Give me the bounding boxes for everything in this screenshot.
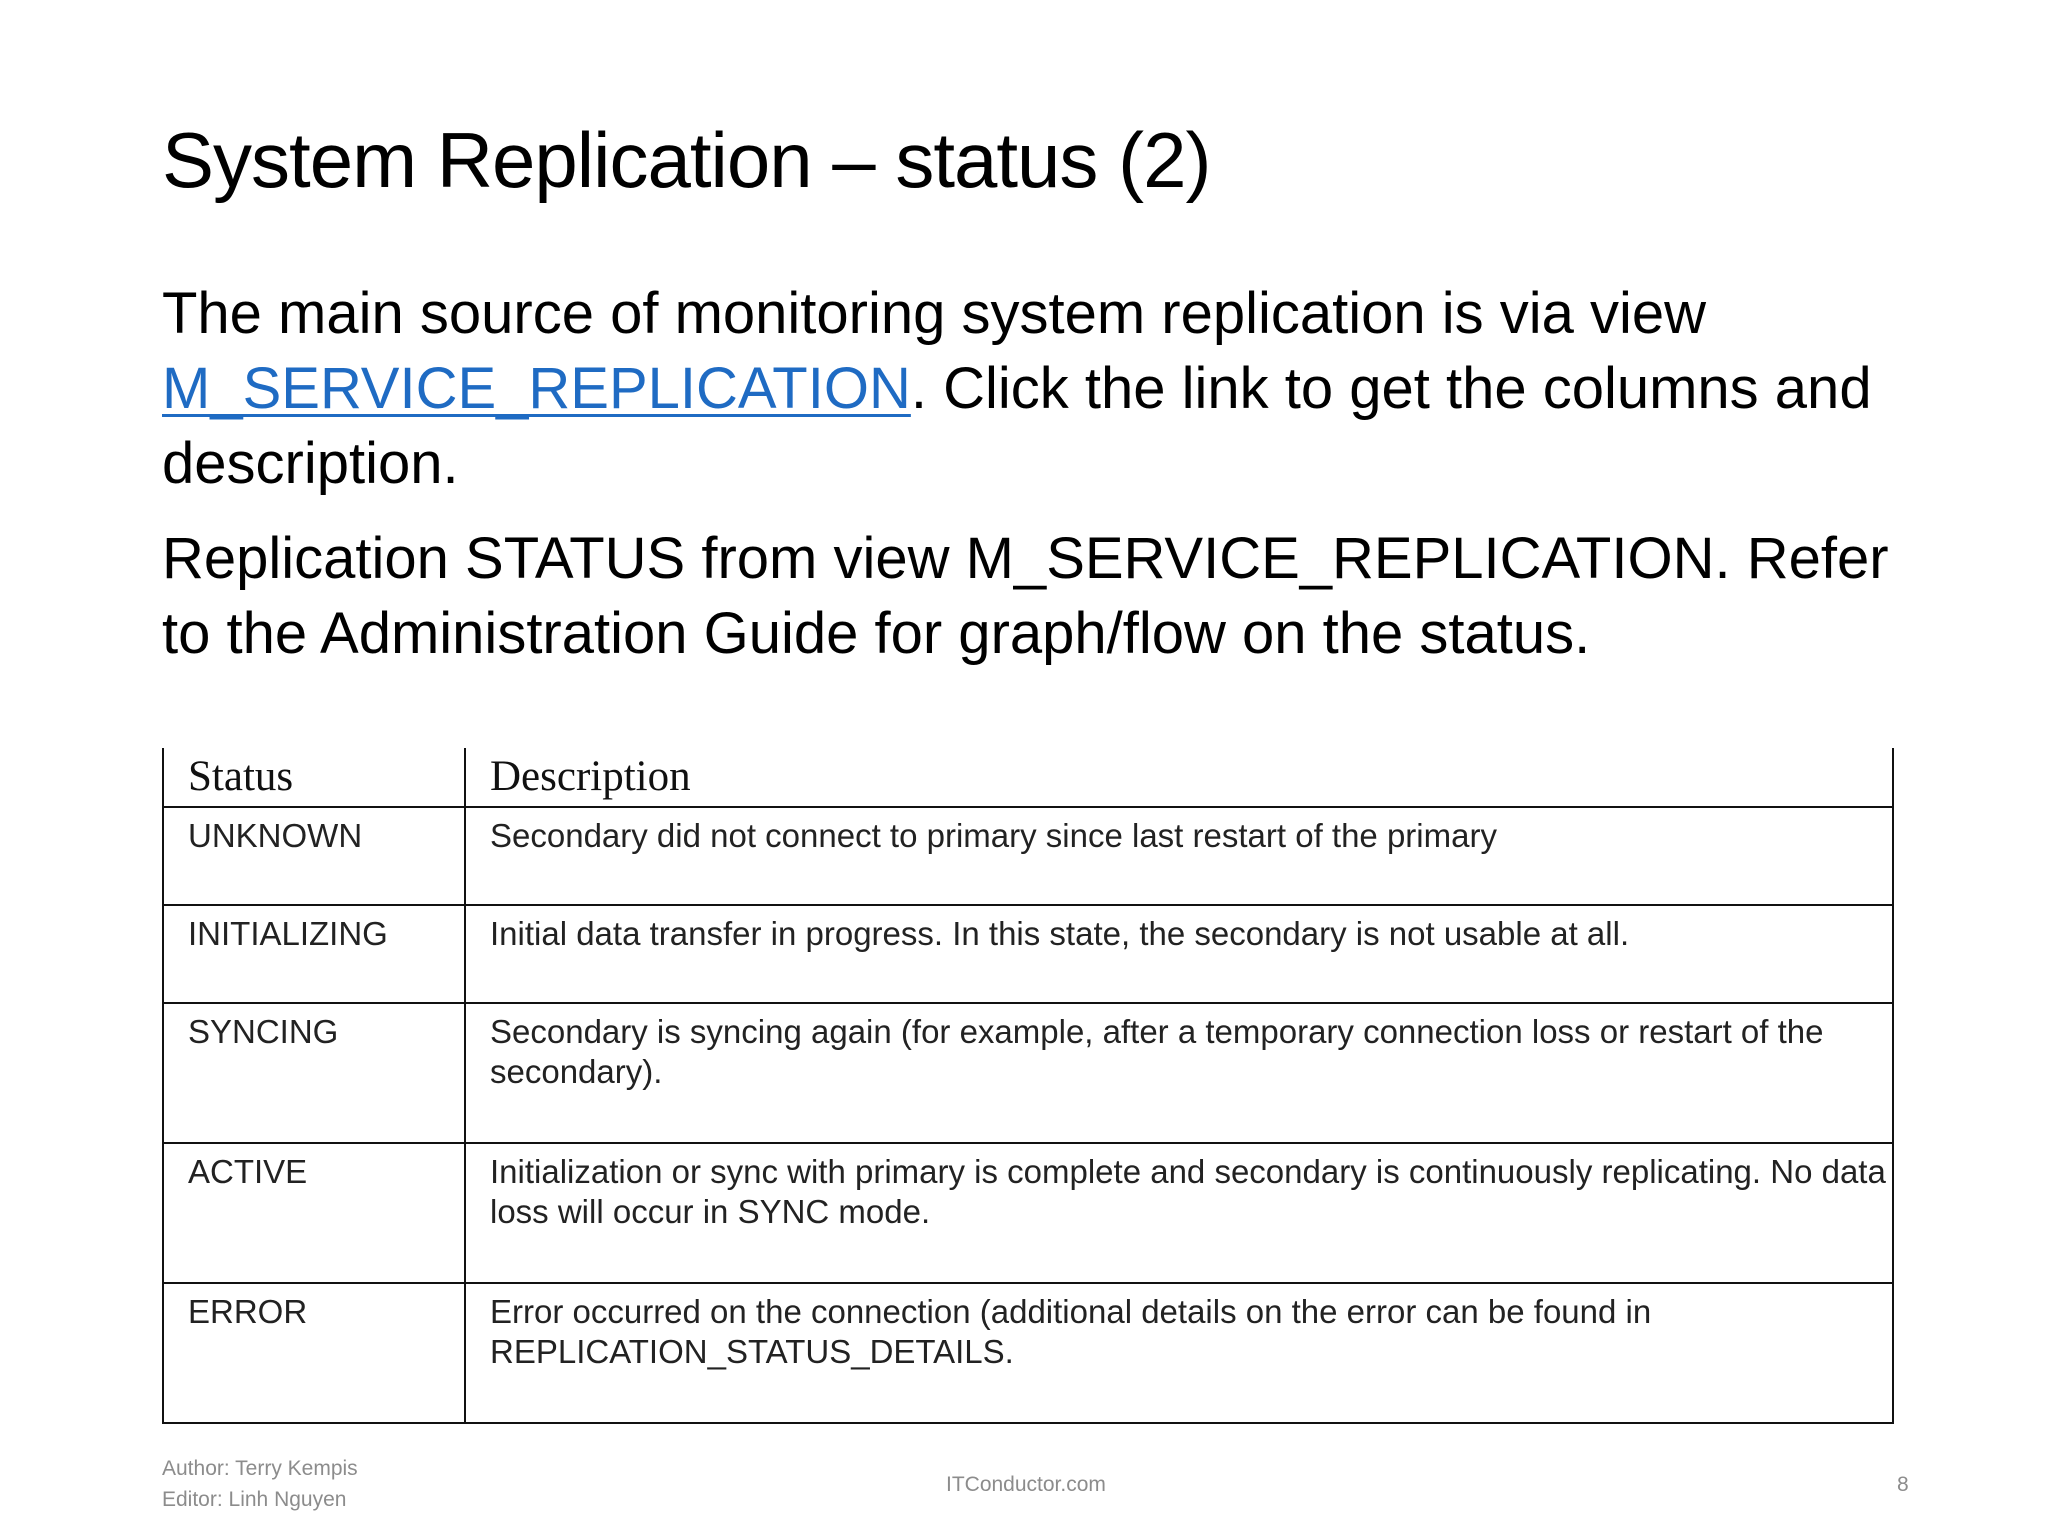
- paragraph-1-text: The main source of monitoring system replication is via view: [162, 281, 1707, 346]
- footer-credits: [162, 1453, 358, 1515]
- table-row: [163, 1283, 1893, 1423]
- footer-author: Author: Terry Kempis: [162, 1457, 358, 1480]
- paragraph-1-text-end: . Click the link to get the columns and description.: [162, 356, 1872, 496]
- slide-body: [162, 276, 1922, 691]
- table-header-row: [163, 748, 1893, 807]
- description-cell: Error occurred on the connection (additional details on the error can be found in REPLICATION_STATUS_DETAILS.: [465, 1283, 1893, 1423]
- table-row: [163, 807, 1893, 905]
- description-cell: Initial data transfer in progress. In this state, the secondary is not usable at all.: [465, 905, 1893, 1003]
- table-row: [163, 905, 1893, 1003]
- paragraph-replication-status: Replication STATUS from view M_SERVICE_REPLICATION. Refer to the Administration Guide for graph/flow on the status.: [162, 526, 1889, 666]
- m-service-replication-link[interactable]: M_SERVICE_REPLICATION: [162, 356, 911, 421]
- status-cell: ERROR: [163, 1283, 465, 1423]
- header-status: Status: [163, 748, 465, 807]
- description-cell: Initialization or sync with primary is complete and secondary is continuously replicating. No data loss will occur in SYNC mode.: [465, 1143, 1893, 1283]
- footer-editor: Editor: Linh Nguyen: [162, 1488, 347, 1511]
- status-cell: SYNCING: [163, 1003, 465, 1143]
- description-cell: Secondary is syncing again (for example, after a temporary connection loss or restart of the secondary).: [465, 1003, 1893, 1143]
- description-cell: Secondary did not connect to primary since last restart of the primary: [465, 807, 1893, 905]
- slide-title: System Replication – status (2): [162, 116, 1211, 204]
- paragraph-main-source: [162, 276, 1922, 501]
- header-description: Description: [465, 748, 1893, 807]
- table-row: [163, 1003, 1893, 1143]
- footer-site: ITConductor.com: [946, 1473, 1106, 1496]
- status-table: [162, 748, 1894, 1424]
- table-row: [163, 1143, 1893, 1283]
- status-cell: ACTIVE: [163, 1143, 465, 1283]
- page-number: 8: [1897, 1473, 1909, 1496]
- status-cell: UNKNOWN: [163, 807, 465, 905]
- status-cell: INITIALIZING: [163, 905, 465, 1003]
